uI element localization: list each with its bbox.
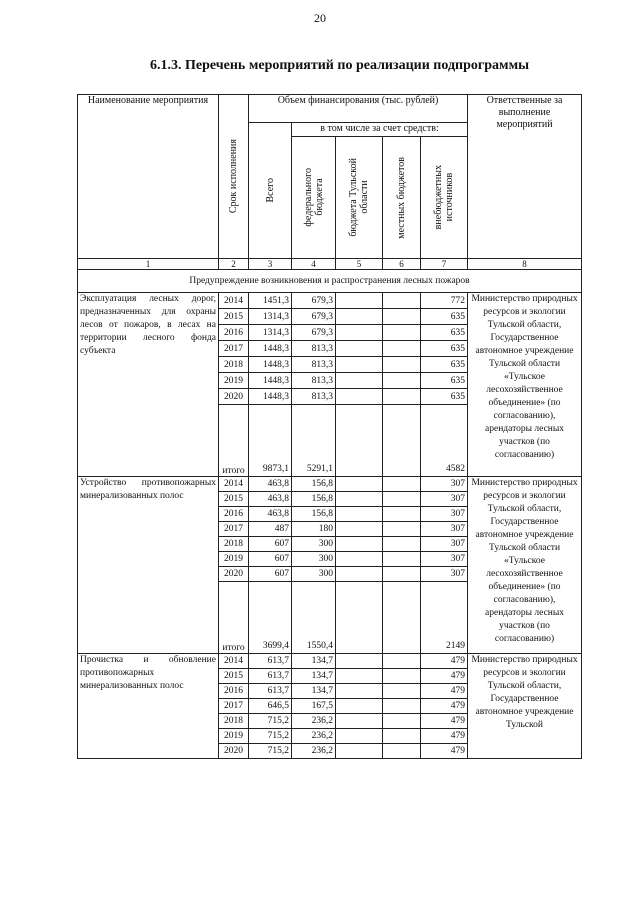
col-number: 3 [249, 259, 292, 270]
total-cell: 463,8 [249, 507, 292, 522]
col-number: 6 [383, 259, 421, 270]
offbudget-cell: 307 [421, 492, 468, 507]
federal-cell: 156,8 [292, 477, 336, 492]
total-cell: 463,8 [249, 477, 292, 492]
table-row [78, 293, 582, 309]
federal-cell: 300 [292, 552, 336, 567]
year-cell: 2020 [219, 389, 249, 405]
page-number: 20 [314, 11, 326, 25]
col-number: 4 [292, 259, 336, 270]
regional-cell [336, 477, 383, 492]
total-cell: 613,7 [249, 684, 292, 699]
federal-cell: 813,3 [292, 341, 336, 357]
regional-cell [336, 341, 383, 357]
offbudget-cell: 772 [421, 293, 468, 309]
offbudget-cell: 635 [421, 341, 468, 357]
local-cell [383, 654, 421, 669]
total-cell: 1448,3 [249, 341, 292, 357]
header-local: местных бюджетов [383, 137, 421, 259]
year-cell: 2015 [219, 492, 249, 507]
itogo-federal: 1550,4 [292, 582, 336, 654]
year-cell: 2018 [219, 357, 249, 373]
regional-cell [336, 389, 383, 405]
offbudget-cell: 307 [421, 522, 468, 537]
year-cell: 2019 [219, 373, 249, 389]
local-cell [383, 293, 421, 309]
col-number: 8 [468, 259, 582, 270]
header-offbudget: внебюджетных источников [421, 137, 468, 259]
responsible-cell: Министерство природных ресурсов и экологии Тульской области, Государственное автономное учреждение Тульской области «Тульское лесохозяйственное объединение» (по согласованию), арендаторы лесных участков (по согласованию) [468, 293, 582, 477]
header-term: Срок исполнения [219, 95, 249, 259]
year-cell: 2015 [219, 309, 249, 325]
regional-cell [336, 684, 383, 699]
federal-cell: 236,2 [292, 714, 336, 729]
local-cell [383, 537, 421, 552]
total-cell: 1448,3 [249, 373, 292, 389]
federal-cell: 134,7 [292, 684, 336, 699]
offbudget-cell: 479 [421, 699, 468, 714]
itogo-total: 9873,1 [249, 405, 292, 477]
offbudget-cell: 635 [421, 309, 468, 325]
regional-cell [336, 729, 383, 744]
year-cell: 2016 [219, 684, 249, 699]
local-cell [383, 373, 421, 389]
offbudget-cell: 635 [421, 325, 468, 341]
federal-cell: 134,7 [292, 654, 336, 669]
local-cell [383, 477, 421, 492]
regional-cell [336, 699, 383, 714]
regional-cell [336, 357, 383, 373]
total-cell: 1314,3 [249, 309, 292, 325]
regional-cell [336, 492, 383, 507]
offbudget-cell: 635 [421, 357, 468, 373]
federal-cell: 167,5 [292, 699, 336, 714]
year-cell: 2016 [219, 325, 249, 341]
year-cell: 2017 [219, 522, 249, 537]
itogo-label: итого [219, 582, 249, 654]
header-responsible: Ответственные за выполнение мероприятий [468, 95, 582, 259]
local-cell [383, 341, 421, 357]
year-cell: 2019 [219, 729, 249, 744]
regional-cell [336, 669, 383, 684]
offbudget-cell: 635 [421, 389, 468, 405]
activity-name: Эксплуатация лесных дорог, предназначенных для охраны лесов от пожаров, в лесах на территории лесного фонда субъекта [78, 293, 219, 477]
regional-cell [336, 537, 383, 552]
offbudget-cell: 479 [421, 744, 468, 759]
federal-cell: 813,3 [292, 373, 336, 389]
header-total: Всего [249, 123, 292, 259]
regional-cell [336, 654, 383, 669]
total-cell: 715,2 [249, 729, 292, 744]
regional-cell [336, 325, 383, 341]
total-cell: 715,2 [249, 744, 292, 759]
local-cell [383, 714, 421, 729]
year-cell: 2014 [219, 477, 249, 492]
offbudget-cell: 479 [421, 654, 468, 669]
local-cell [383, 729, 421, 744]
local-cell [383, 325, 421, 341]
federal-cell: 300 [292, 567, 336, 582]
year-cell: 2019 [219, 552, 249, 567]
activities-table [77, 94, 582, 759]
year-cell: 2014 [219, 654, 249, 669]
local-cell [383, 684, 421, 699]
regional-cell [336, 714, 383, 729]
header-regional: бюджета Тульской области [336, 137, 383, 259]
total-cell: 607 [249, 537, 292, 552]
col-number: 7 [421, 259, 468, 270]
itogo-total: 3699,4 [249, 582, 292, 654]
year-cell: 2018 [219, 537, 249, 552]
responsible-cell: Министерство природных ресурсов и экологии Тульской области, Государственное автономное учреждение Тульской [468, 654, 582, 759]
regional-cell [336, 507, 383, 522]
regional-cell [336, 567, 383, 582]
regional-cell [336, 293, 383, 309]
local-cell [383, 567, 421, 582]
activity-name: Устройство противопожарных минерализованных полос [78, 477, 219, 654]
total-cell: 646,5 [249, 699, 292, 714]
table-row [78, 654, 582, 669]
federal-cell: 180 [292, 522, 336, 537]
federal-cell: 813,3 [292, 357, 336, 373]
regional-cell [336, 373, 383, 389]
col-number: 2 [219, 259, 249, 270]
local-cell [383, 389, 421, 405]
regional-cell [336, 552, 383, 567]
activity-name: Прочистка и обновление противопожарных минерализованных полос [78, 654, 219, 759]
local-cell [383, 552, 421, 567]
header-funding: Объем финансирования (тыс. рублей) [249, 95, 468, 123]
table-row [78, 477, 582, 492]
offbudget-cell: 479 [421, 669, 468, 684]
federal-cell: 679,3 [292, 293, 336, 309]
year-cell: 2017 [219, 341, 249, 357]
total-cell: 613,7 [249, 654, 292, 669]
total-cell: 1448,3 [249, 389, 292, 405]
local-cell [383, 309, 421, 325]
itogo-offbudget: 2149 [421, 582, 468, 654]
total-cell: 607 [249, 552, 292, 567]
federal-cell: 679,3 [292, 309, 336, 325]
section-title: Предупреждение возникновения и распространения лесных пожаров [78, 270, 582, 293]
year-cell: 2014 [219, 293, 249, 309]
total-cell: 613,7 [249, 669, 292, 684]
total-cell: 1451,3 [249, 293, 292, 309]
page-title: 6.1.3. Перечень мероприятий по реализации подпрограммы [150, 58, 530, 73]
federal-cell: 300 [292, 537, 336, 552]
total-cell: 1314,3 [249, 325, 292, 341]
total-cell: 715,2 [249, 714, 292, 729]
total-cell: 463,8 [249, 492, 292, 507]
local-cell [383, 744, 421, 759]
year-cell: 2016 [219, 507, 249, 522]
itogo-federal: 5291,1 [292, 405, 336, 477]
offbudget-cell: 479 [421, 714, 468, 729]
total-cell: 607 [249, 567, 292, 582]
local-cell [383, 699, 421, 714]
local-cell [383, 669, 421, 684]
federal-cell: 679,3 [292, 325, 336, 341]
year-cell: 2017 [219, 699, 249, 714]
regional-cell [336, 309, 383, 325]
responsible-cell: Министерство природных ресурсов и экологии Тульской области, Государственное автономное учреждение Тульской области «Тульское лесохозяйственное объединение» (по согласованию), арендаторы лесных участков (по согласованию) [468, 477, 582, 654]
offbudget-cell: 307 [421, 567, 468, 582]
federal-cell: 156,8 [292, 492, 336, 507]
federal-cell: 156,8 [292, 507, 336, 522]
local-cell [383, 507, 421, 522]
total-cell: 487 [249, 522, 292, 537]
total-cell: 1448,3 [249, 357, 292, 373]
header-federal: федерального бюджета [292, 137, 336, 259]
regional-cell [336, 522, 383, 537]
regional-cell [336, 744, 383, 759]
local-cell [383, 522, 421, 537]
local-cell [383, 492, 421, 507]
itogo-offbudget: 4582 [421, 405, 468, 477]
col-number: 1 [78, 259, 219, 270]
itogo-regional [336, 582, 383, 654]
offbudget-cell: 307 [421, 537, 468, 552]
offbudget-cell: 635 [421, 373, 468, 389]
itogo-local [383, 405, 421, 477]
offbudget-cell: 307 [421, 507, 468, 522]
offbudget-cell: 479 [421, 729, 468, 744]
offbudget-cell: 479 [421, 684, 468, 699]
column-numbers-row [78, 259, 582, 270]
year-cell: 2020 [219, 567, 249, 582]
offbudget-cell: 307 [421, 552, 468, 567]
header-name: Наименование мероприятия [78, 95, 219, 259]
itogo-regional [336, 405, 383, 477]
federal-cell: 813,3 [292, 389, 336, 405]
header-incl: в том числе за счет средств: [292, 123, 468, 137]
itogo-label: итого [219, 405, 249, 477]
year-cell: 2020 [219, 744, 249, 759]
itogo-local [383, 582, 421, 654]
federal-cell: 236,2 [292, 744, 336, 759]
federal-cell: 236,2 [292, 729, 336, 744]
offbudget-cell: 307 [421, 477, 468, 492]
federal-cell: 134,7 [292, 669, 336, 684]
col-number: 5 [336, 259, 383, 270]
year-cell: 2015 [219, 669, 249, 684]
year-cell: 2018 [219, 714, 249, 729]
local-cell [383, 357, 421, 373]
